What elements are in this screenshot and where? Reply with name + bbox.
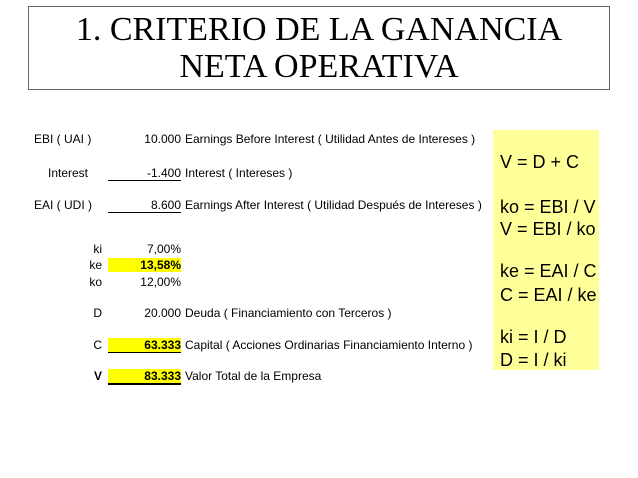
v-description: Valor Total de la Empresa	[185, 369, 322, 383]
formula-v-dc: V = D + C	[500, 152, 580, 172]
ke-value: 13,58%	[108, 258, 181, 272]
v-label: V	[93, 369, 102, 383]
formula-panel	[493, 130, 599, 370]
interest-description: Interest ( Intereses )	[185, 166, 293, 180]
ke-label: ke	[89, 258, 102, 272]
eai-label: EAI ( UDI )	[34, 198, 93, 212]
v-value: 83.333	[108, 369, 181, 385]
ki-value: 7,00%	[146, 242, 181, 256]
formula-v-ebi: V = EBI / ko	[500, 219, 596, 239]
interest-label: Interest	[48, 166, 89, 180]
formula-ko: ko = EBI / V	[500, 197, 596, 217]
formula-ki: ki = I / D	[500, 327, 567, 347]
formula-ke: ke = EAI / C	[500, 261, 597, 281]
slide-title: 1. CRITERIO DE LA GANANCIA NETA OPERATIVA	[28, 6, 610, 90]
ebi-description: Earnings Before Interest ( Utilidad Antes de Intereses )	[185, 132, 476, 146]
ko-value: 12,00%	[140, 275, 181, 289]
ebi-label: EBI ( UAI )	[34, 132, 92, 146]
d-label: D	[93, 306, 102, 320]
formula-d: D = I / ki	[500, 350, 567, 370]
d-value: 20.000	[144, 306, 181, 320]
eai-description: Earnings After Interest ( Utilidad Después de Intereses )	[185, 198, 482, 212]
ebi-value: 10.000	[144, 132, 181, 146]
d-description: Deuda ( Financiamiento con Terceros )	[185, 306, 392, 320]
c-label: C	[93, 338, 102, 352]
c-value: 63.333	[108, 338, 181, 353]
ki-label: ki	[93, 242, 102, 256]
formula-c: C = EAI / ke	[500, 285, 597, 305]
interest-value: -1.400	[108, 166, 181, 181]
eai-value: 8.600	[108, 198, 181, 213]
c-description: Capital ( Acciones Ordinarias Financiamiento Interno )	[185, 338, 473, 352]
ko-label: ko	[89, 275, 102, 289]
